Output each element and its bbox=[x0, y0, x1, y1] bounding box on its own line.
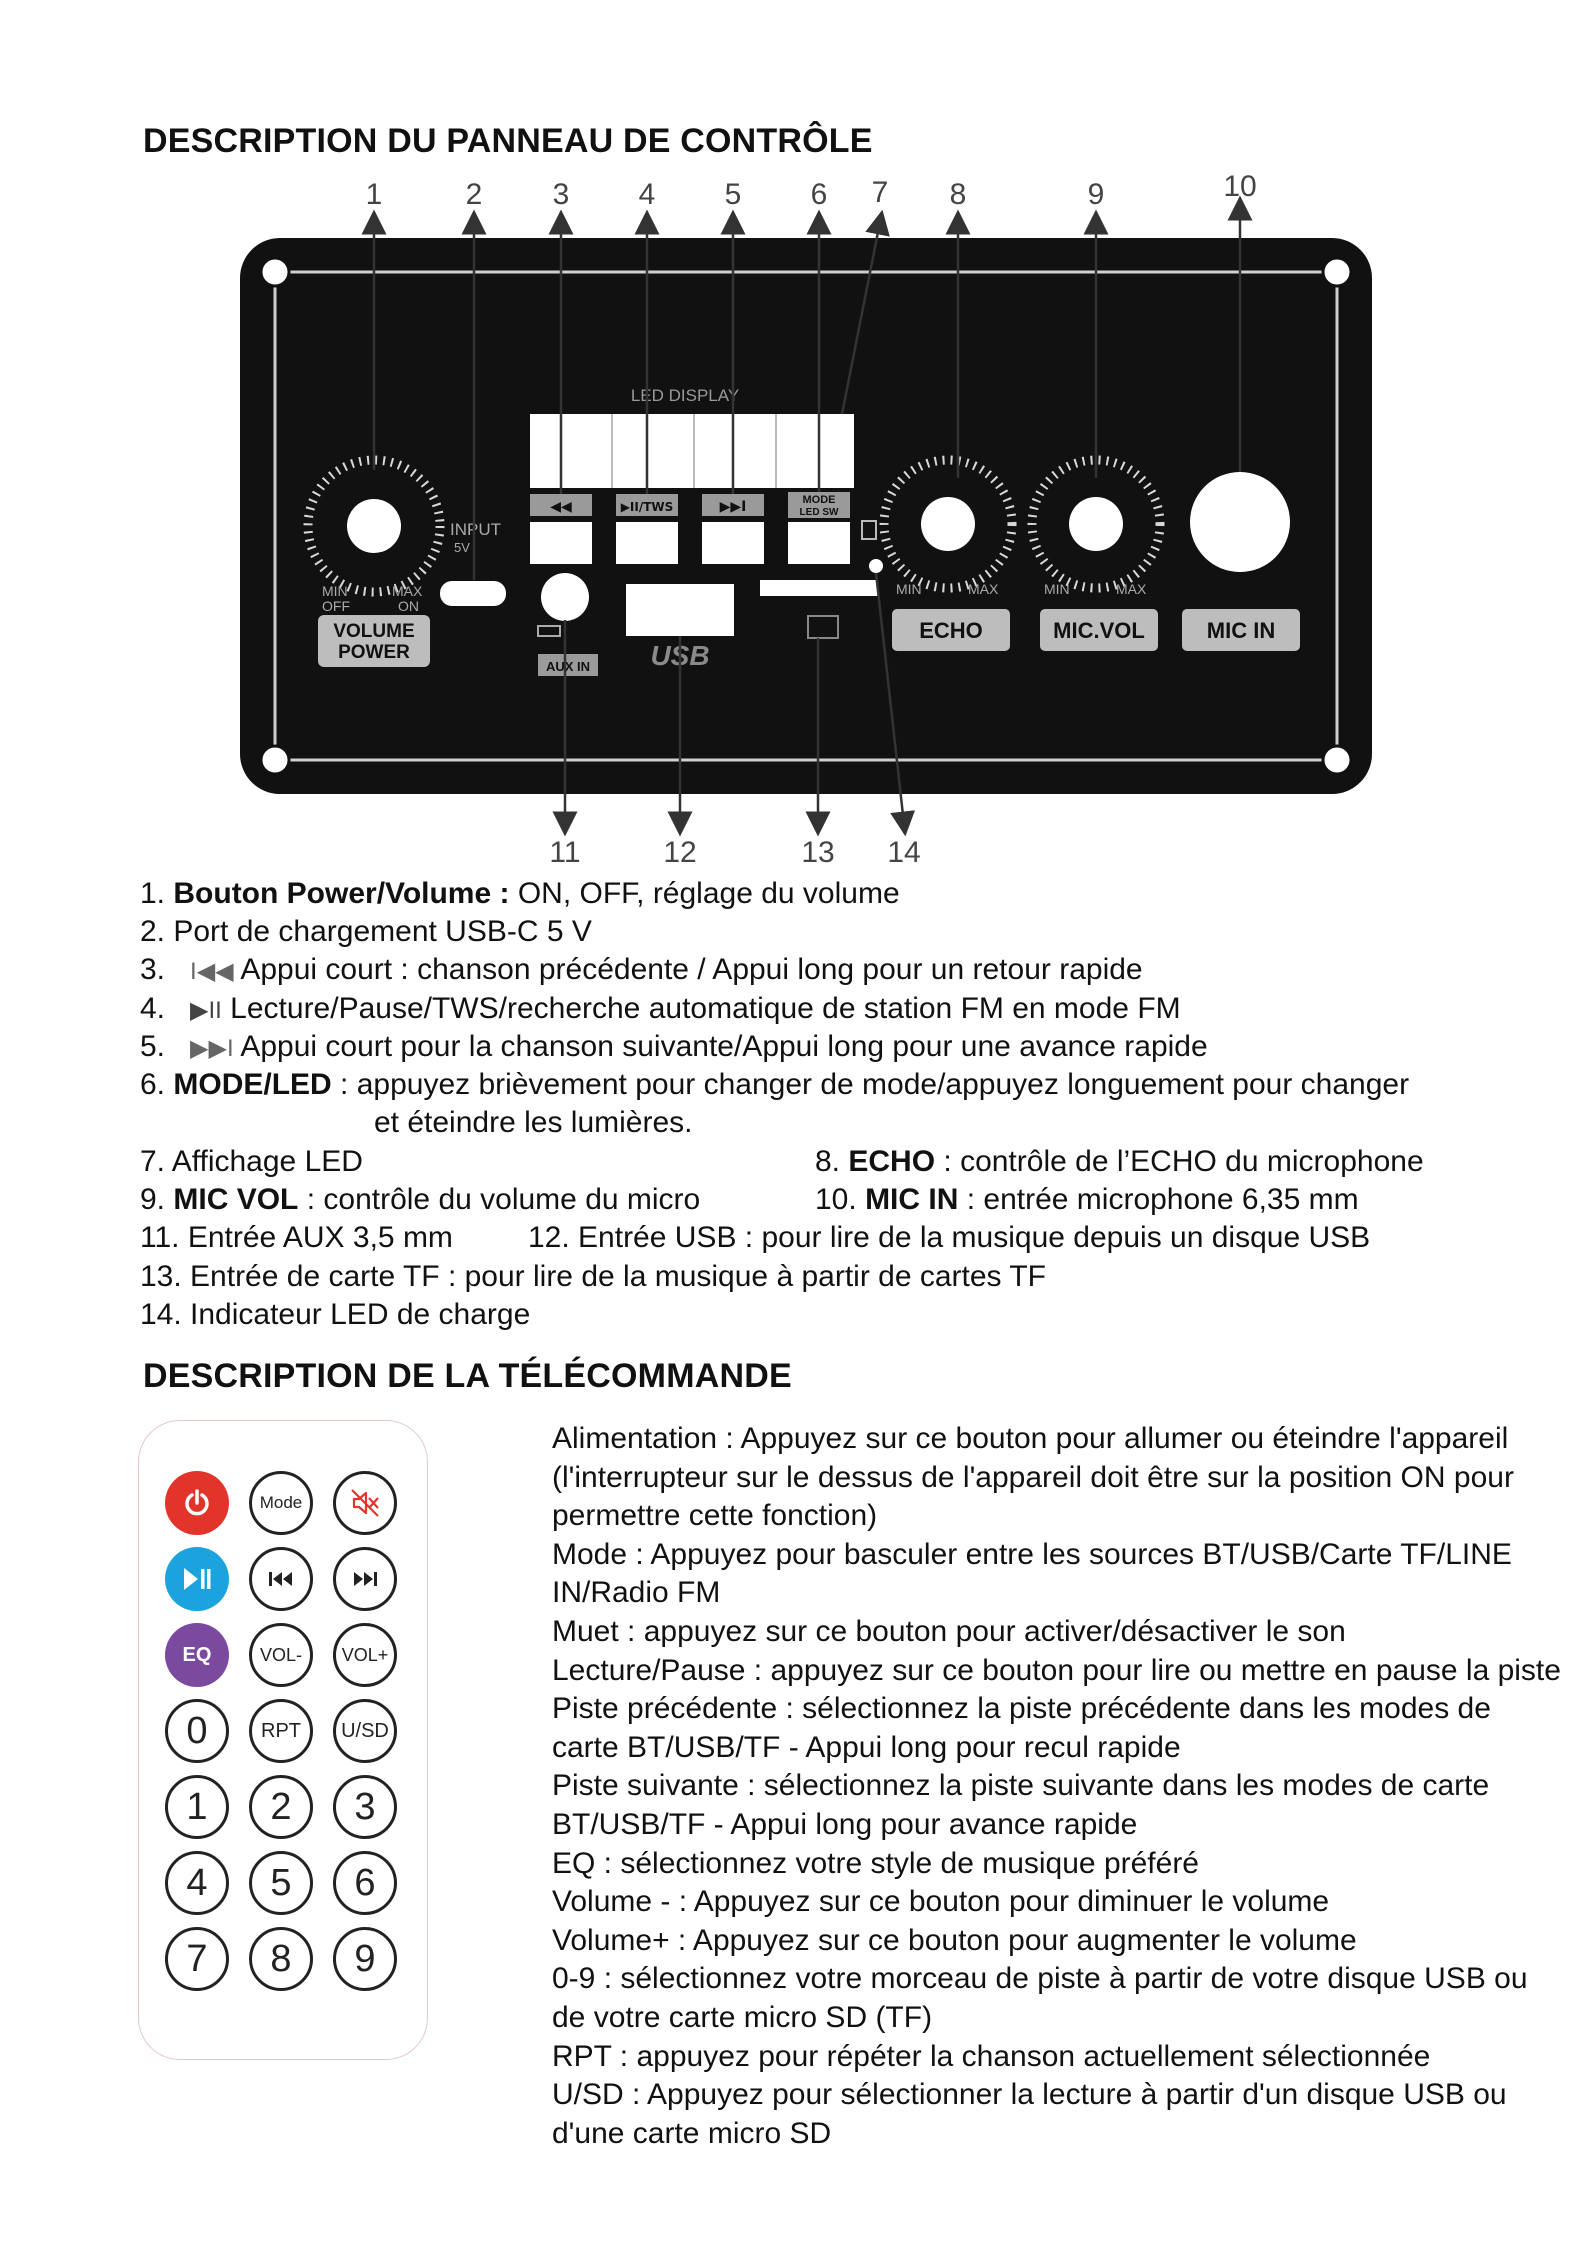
callout-5: 5 bbox=[724, 178, 742, 211]
mode-button[interactable]: Mode bbox=[249, 1471, 313, 1535]
list-item-9: 9. MIC VOL : contrôle du volume du micro bbox=[140, 1183, 701, 1216]
screw-bottom-right bbox=[1323, 746, 1351, 774]
digit-7-button[interactable]: 7 bbox=[165, 1927, 229, 1991]
digit-0-button[interactable]: 0 bbox=[165, 1699, 229, 1763]
usb-port bbox=[626, 584, 734, 636]
play-pause-icon: ▶II bbox=[190, 997, 222, 1024]
previous-button[interactable] bbox=[249, 1547, 313, 1611]
volume-label: VOLUME bbox=[333, 621, 415, 642]
led-display-label: LED DISPLAY bbox=[630, 386, 740, 405]
remote-desc-play: Lecture/Pause : appuyez sur ce bouton pour lire ou mettre en pause la piste bbox=[552, 1653, 1561, 1687]
next-button bbox=[702, 522, 764, 564]
remote-desc-mode: Mode : Appuyez pour basculer entre les sources BT/USB/Carte TF/LINE IN/Radio FM bbox=[552, 1537, 1512, 1610]
remote-control bbox=[138, 1420, 428, 2060]
callout-11: 11 bbox=[549, 836, 581, 869]
previous-icon: I◀◀ bbox=[190, 958, 234, 985]
micvol-max-label: MAX bbox=[1116, 581, 1147, 597]
remote-desc-next: Piste suivante : sélectionnez la piste suivante dans les modes de carte BT/USB/TF - Appui long pour avance rapide bbox=[552, 1769, 1490, 1841]
callout-3: 3 bbox=[552, 178, 570, 211]
screw-top-right bbox=[1323, 258, 1351, 286]
remote-desc-eq: EQ : sélectionnez votre style de musique préféré bbox=[552, 1846, 1199, 1880]
remote-desc-rpt: RPT : appuyez pour répéter la chanson actuellement sélectionnée bbox=[552, 2039, 1431, 2073]
aux-label: AUX IN bbox=[545, 659, 591, 674]
callout-6: 6 bbox=[810, 178, 828, 211]
next-button[interactable] bbox=[333, 1547, 397, 1611]
next-icon bbox=[350, 1569, 380, 1589]
list-item-2: 2. Port de chargement USB-C 5 V bbox=[140, 915, 592, 948]
list-item-5: 5. ▶▶I Appui court pour la chanson suivante/Appui long pour une avance rapide bbox=[140, 1030, 1208, 1063]
usd-button[interactable]: U/SD bbox=[333, 1699, 397, 1763]
digit-9-button[interactable]: 9 bbox=[333, 1927, 397, 1991]
input-label: INPUT bbox=[450, 520, 501, 539]
tf-card-slot bbox=[760, 580, 878, 596]
digit-5-button[interactable]: 5 bbox=[249, 1851, 313, 1915]
btn-next-label: ▶▶I bbox=[719, 499, 747, 515]
remote-desc-power: Alimentation : Appuyez sur ce bouton pour allumer ou éteindre l'appareil (l'interrupteur sur le dessus de l'appareil doit être sur la position ON pour permettre cette fonction) bbox=[552, 1422, 1514, 1533]
digit-8-button[interactable]: 8 bbox=[249, 1927, 313, 1991]
screw-top-left bbox=[261, 258, 289, 286]
power-label: POWER bbox=[338, 642, 410, 663]
echo-label: ECHO bbox=[919, 618, 983, 643]
callout-4: 4 bbox=[638, 178, 656, 211]
callout-1: 1 bbox=[365, 178, 383, 211]
callout-9: 9 bbox=[1087, 178, 1105, 211]
previous-icon bbox=[266, 1569, 296, 1589]
list-item-4: 4. ▶II Lecture/Pause/TWS/recherche automatique de station FM en mode FM bbox=[140, 992, 1181, 1025]
list-item-13: 13. Entrée de carte TF : pour lire de la musique à partir de cartes TF bbox=[140, 1260, 1046, 1293]
mute-button[interactable] bbox=[333, 1471, 397, 1535]
input-5v-label: 5V bbox=[454, 540, 470, 555]
list-item-3: 3. I◀◀ Appui court : chanson précédente / Appui long pour un retour rapide bbox=[140, 953, 1143, 986]
list-item-12: 12. Entrée USB : pour lire de la musique depuis un disque USB bbox=[528, 1221, 1371, 1254]
list-item-14: 14. Indicateur LED de charge bbox=[140, 1298, 531, 1331]
btn-mode-label: MODE bbox=[802, 494, 836, 506]
list-item-11: 11. Entrée AUX 3,5 mm bbox=[140, 1221, 453, 1254]
micvol-min-label: MIN bbox=[1044, 581, 1070, 597]
volume-max-label: MAX bbox=[392, 583, 423, 599]
micvol-label: MIC.VOL bbox=[1053, 618, 1145, 643]
power-button[interactable] bbox=[165, 1471, 229, 1535]
volume-min-label: MIN bbox=[322, 583, 348, 599]
btn-ledsw-label: LED SW bbox=[799, 507, 839, 518]
play-button bbox=[616, 522, 678, 564]
mute-icon bbox=[348, 1486, 382, 1520]
digit-1-button[interactable]: 1 bbox=[165, 1775, 229, 1839]
charge-led bbox=[869, 559, 883, 573]
usb-c-port bbox=[440, 581, 506, 606]
usb-logo: USB bbox=[650, 640, 710, 671]
remote-desc-vol-minus: Volume - : Appuyez sur ce bouton pour diminuer le volume bbox=[552, 1885, 1330, 1919]
vol-minus-button[interactable]: VOL- bbox=[249, 1623, 313, 1687]
remote-desc-mute: Muet : appuyez sur ce bouton pour activer/désactiver le son bbox=[552, 1614, 1346, 1648]
prev-button bbox=[530, 522, 592, 564]
digit-3-button[interactable]: 3 bbox=[333, 1775, 397, 1839]
btn-prev-label: ◀◀ bbox=[550, 499, 572, 515]
remote-desc-prev: Piste précédente : sélectionnez la piste précédente dans les modes de carte BT/USB/TF - Appui long pour recul rapide bbox=[552, 1692, 1491, 1764]
volume-max-sub: ON bbox=[398, 598, 419, 614]
screw-bottom-left bbox=[261, 746, 289, 774]
callout-2: 2 bbox=[465, 178, 483, 211]
callout-7: 7 bbox=[871, 176, 889, 209]
remote-desc-usd: U/SD : Appuyez pour sélectionner la lecture à partir d'un disque USB ou d'une carte micro SD bbox=[552, 2078, 1507, 2150]
play-pause-button[interactable] bbox=[165, 1547, 229, 1611]
echo-max-label: MAX bbox=[968, 581, 999, 597]
digit-6-button[interactable]: 6 bbox=[333, 1851, 397, 1915]
power-icon bbox=[181, 1487, 213, 1519]
list-item-1: 1. Bouton Power/Volume : ON, OFF, réglage du volume bbox=[140, 877, 900, 910]
callout-8: 8 bbox=[949, 178, 967, 211]
digit-4-button[interactable]: 4 bbox=[165, 1851, 229, 1915]
panel-section-title: DESCRIPTION DU PANNEAU DE CONTRÔLE bbox=[143, 122, 873, 160]
control-panel-diagram bbox=[0, 160, 1587, 880]
next-icon: ▶▶I bbox=[190, 1035, 234, 1062]
list-item-8: 8. ECHO : contrôle de l’ECHO du microphone bbox=[815, 1145, 1424, 1178]
eq-button[interactable]: EQ bbox=[165, 1623, 229, 1687]
micin-label: MIC IN bbox=[1206, 618, 1276, 643]
callout-10: 10 bbox=[1223, 170, 1257, 203]
remote-section-title: DESCRIPTION DE LA TÉLÉCOMMANDE bbox=[143, 1357, 792, 1395]
list-item-6: 6. MODE/LED : appuyez brièvement pour changer de mode/appuyez longuement pour changer bbox=[140, 1068, 1410, 1101]
remote-desc-vol-plus: Volume+ : Appuyez sur ce bouton pour augmenter le volume bbox=[552, 1923, 1357, 1957]
rpt-button[interactable]: RPT bbox=[249, 1699, 313, 1763]
echo-min-label: MIN bbox=[896, 581, 922, 597]
list-item-7: 7. Affichage LED bbox=[140, 1145, 363, 1178]
play-pause-icon bbox=[180, 1565, 214, 1593]
mode-button bbox=[788, 522, 850, 564]
digit-2-button[interactable]: 2 bbox=[249, 1775, 313, 1839]
led-display bbox=[530, 414, 854, 488]
mic-in-jack bbox=[1190, 472, 1290, 572]
vol-plus-button[interactable]: VOL+ bbox=[333, 1623, 397, 1687]
list-item-6-cont: et éteindre les lumières. bbox=[374, 1106, 693, 1139]
callout-13: 13 bbox=[801, 836, 835, 869]
list-item-10: 10. MIC IN : entrée microphone 6,35 mm bbox=[815, 1183, 1359, 1216]
aux-jack bbox=[541, 573, 589, 621]
callout-14: 14 bbox=[887, 836, 921, 869]
volume-min-sub: OFF bbox=[322, 598, 350, 614]
remote-description bbox=[552, 1420, 1562, 2153]
callout-12: 12 bbox=[663, 836, 697, 869]
btn-play-label: ▶II/TWS bbox=[620, 500, 674, 514]
remote-desc-digits: 0-9 : sélectionnez votre morceau de piste à partir de votre disque USB ou de votre carte micro SD (TF) bbox=[552, 1962, 1528, 2034]
